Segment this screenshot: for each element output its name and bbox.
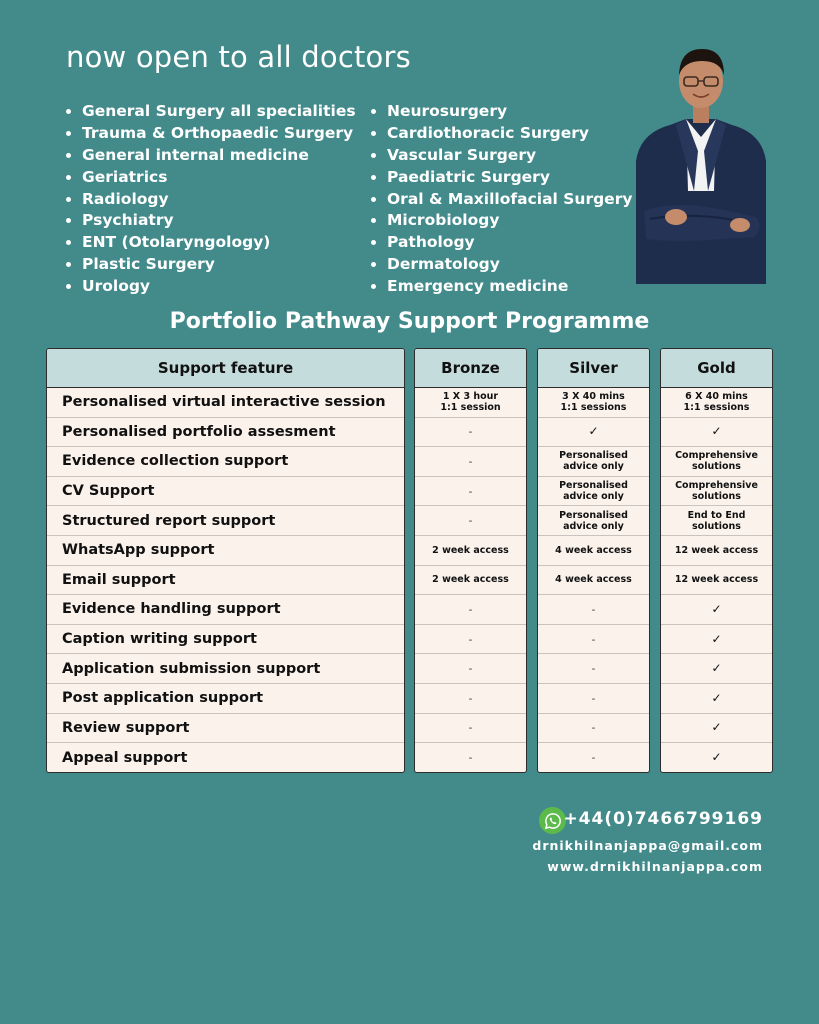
gold-cell: ✓ xyxy=(661,684,772,714)
feature-row: WhatsApp support xyxy=(47,536,404,566)
bronze-cell: 1 X 3 hour 1:1 session xyxy=(415,388,526,418)
bronze-cell: - xyxy=(468,751,473,765)
speciality-item: • Neurosurgery xyxy=(387,101,632,123)
gold-cell: ✓ xyxy=(661,595,772,625)
doctor-portrait-photo xyxy=(636,41,766,284)
gold-cell: Comprehensive solutions xyxy=(661,477,772,507)
silver-header: Silver xyxy=(538,349,649,388)
speciality-item: • Pathology xyxy=(387,232,632,254)
bronze-cell: - xyxy=(415,714,526,744)
bronze-header: Bronze xyxy=(415,349,526,388)
gold-cell: ✓ xyxy=(661,714,772,744)
speciality-item: • Microbiology xyxy=(387,210,632,232)
silver-column xyxy=(537,348,650,773)
feature-row: Caption writing support xyxy=(47,625,404,655)
bronze-cell: - xyxy=(415,418,526,448)
gold-cell: Comprehensive solutions xyxy=(661,447,772,477)
bronze-cell: 2 week access xyxy=(415,566,526,596)
silver-cell: - xyxy=(538,654,649,684)
gold-cell: 12 week access xyxy=(661,566,772,596)
gold-cell: ✓ xyxy=(711,750,722,765)
silver-cell: Personalised advice only xyxy=(538,447,649,477)
speciality-item: • Paediatric Surgery xyxy=(387,167,632,189)
bronze-column xyxy=(414,348,527,773)
gold-column xyxy=(660,348,773,773)
gold-header: Gold xyxy=(661,349,772,388)
bronze-cell: - xyxy=(415,684,526,714)
speciality-item: • Urology xyxy=(82,276,356,298)
headline: now open to all doctors xyxy=(66,40,411,74)
speciality-item: • Plastic Surgery xyxy=(82,254,356,276)
speciality-item: • ENT (Otolaryngology) xyxy=(82,232,356,254)
speciality-item: • Geriatrics xyxy=(82,167,356,189)
bronze-cell: - xyxy=(415,625,526,655)
contact-phone[interactable]: +44(0)7466799169 xyxy=(563,809,763,829)
silver-cell: Personalised advice only xyxy=(538,477,649,507)
silver-cell: - xyxy=(538,684,649,714)
whatsapp-icon xyxy=(539,807,566,834)
specialities-list-left xyxy=(66,101,356,298)
feature-row: Evidence handling support xyxy=(47,595,404,625)
speciality-item: • General Surgery all specialities xyxy=(82,101,356,123)
feature-row: CV Support xyxy=(47,477,404,507)
gold-cell: 6 X 40 mins 1:1 sessions xyxy=(661,388,772,418)
speciality-item: • Dermatology xyxy=(387,254,632,276)
specialities-list-right xyxy=(371,101,632,298)
speciality-item: • General internal medicine xyxy=(82,145,356,167)
speciality-item: • Cardiothoracic Surgery xyxy=(387,123,632,145)
silver-cell: ✓ xyxy=(538,418,649,448)
feature-row: Email support xyxy=(47,566,404,596)
bronze-cell: - xyxy=(415,447,526,477)
silver-cell: 4 week access xyxy=(538,536,649,566)
speciality-item: • Trauma & Orthopaedic Surgery xyxy=(82,123,356,145)
feature-row: Post application support xyxy=(47,684,404,714)
silver-cell: 3 X 40 mins 1:1 sessions xyxy=(538,388,649,418)
feature-row: Appeal support xyxy=(62,749,188,766)
feature-row: Personalised portfolio assesment xyxy=(47,418,404,448)
gold-cell: ✓ xyxy=(661,418,772,448)
gold-cell: ✓ xyxy=(661,654,772,684)
silver-cell: - xyxy=(538,714,649,744)
speciality-item: • Vascular Surgery xyxy=(387,145,632,167)
speciality-item: • Oral & Maxillofacial Surgery xyxy=(387,189,632,211)
speciality-item: • Radiology xyxy=(82,189,356,211)
bronze-cell: - xyxy=(415,654,526,684)
silver-cell: - xyxy=(538,625,649,655)
feature-row: Review support xyxy=(47,714,404,744)
programme-title: Portfolio Pathway Support Programme xyxy=(169,309,650,334)
contact-email[interactable]: drnikhilnanjappa@gmail.com xyxy=(532,838,763,853)
bronze-cell: - xyxy=(415,506,526,536)
gold-cell: 12 week access xyxy=(661,536,772,566)
bronze-cell: 2 week access xyxy=(415,536,526,566)
feature-row: Structured report support xyxy=(47,506,404,536)
silver-cell: 4 week access xyxy=(538,566,649,596)
bronze-cell: - xyxy=(415,595,526,625)
speciality-item: • Emergency medicine xyxy=(387,276,632,298)
silver-cell: Personalised advice only xyxy=(538,506,649,536)
contact-website[interactable]: www.drnikhilnanjappa.com xyxy=(547,859,763,874)
feature-column xyxy=(46,348,405,773)
gold-cell: End to End solutions xyxy=(661,506,772,536)
feature-row: Application submission support xyxy=(47,654,404,684)
feature-row: Evidence collection support xyxy=(47,447,404,477)
bronze-cell: - xyxy=(415,477,526,507)
silver-cell: - xyxy=(591,751,596,765)
feature-header: Support feature xyxy=(47,349,404,388)
gold-cell: ✓ xyxy=(661,625,772,655)
speciality-item: • Psychiatry xyxy=(82,210,356,232)
feature-row: Personalised virtual interactive session xyxy=(47,388,404,418)
silver-cell: - xyxy=(538,595,649,625)
